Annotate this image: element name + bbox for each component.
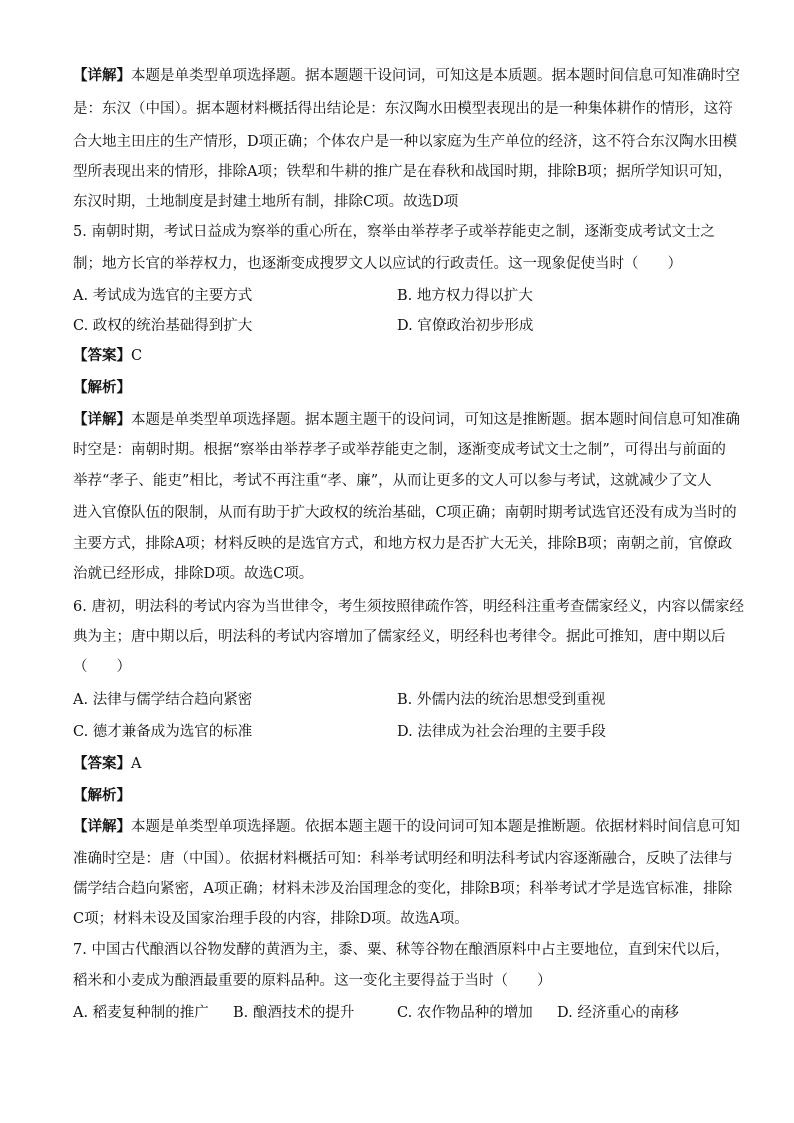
q6-option-c: C. 德才兼备成为选官的标准 [73,724,253,740]
explanation-line: 是：东汉（中国）。据本题材料概括得出结论是：东汉陶水田模型表现出的是一种集体耕作的情形，这符 [73,101,733,117]
q6-option-d: D. 法律成为社会治理的主要手段 [397,724,606,740]
question-6-stem: （ ） [73,659,131,675]
q5-analysis-heading: 【解析】 [73,379,131,396]
q5-option-b: B. 地方权力得以扩大 [397,288,533,304]
q5-option-c: C. 政权的统治基础得到扩大 [73,318,253,334]
q7-option-a: A. 稻麦复种制的推广 [73,1005,209,1021]
q5-option-d: D. 官僚政治初步形成 [397,318,534,334]
q6-detail-line: 准确时空是：唐（中国）。依据材料概括可知：科举考试明经和明法科考试内容逐渐融合，反映了法律与 [73,851,733,867]
question-6-stem: 6. 唐初，明法科的考试内容为当世律令，考生须按照律疏作答，明经科注重考查儒家经义，内容以儒家经 [73,599,744,615]
q6-detail-line: 【详解】本题是单类型单项选择题。依据本题主题干的设问词可知本题是推断题。依据材料时间信息可知 [73,818,740,835]
q5-detail-line: 治就已经形成，排除D项。故选C项。 [73,566,314,582]
question-6-stem: 典为主；唐中期以后，明法科的考试内容增加了儒家经义，明经科也考律令。据此可推知，唐中期以后 [73,629,726,645]
q7-option-d: D. 经济重心的南移 [557,1005,679,1021]
q5-detail-line: 举荐“孝子、能吏”相比，考试不再注重“孝、廉”，从而让更多的文人可以参与考试，这就减少了文人 [73,473,712,489]
explanation-line: 【详解】本题是单类型单项选择题。据本题题干设问词，可知这是本质题。据本题时间信息可知准确时空 [73,67,740,84]
q5-answer: 【答案】C [73,347,143,364]
q6-analysis-heading: 【解析】 [73,787,131,804]
q7-option-b: B. 酿酒技术的提升 [233,1005,355,1021]
q6-answer: 【答案】A [73,755,142,772]
question-7-stem: 7. 中国古代酿酒以谷物发酵的黄酒为主，黍、粟、秫等谷物在酿酒原料中占主要地位，直到宋代以后， [73,942,730,958]
explanation-line: 合大地主田庄的生产情形，D项正确；个体农户是一种以家庭为生产单位的经济，这不符合东汉陶水田模 [73,134,738,150]
question-7-stem: 稻米和小麦成为酿酒最重要的原料品种。这一变化主要得益于当时（ ） [73,973,552,989]
explanation-line: 东汉时期，土地制度是封建土地所有制，排除C项。故选D项 [73,194,459,210]
explanation-line: 型所表现出来的情形，排除A项；铁犁和牛耕的推广是在春秋和战国时期，排除B项；据所学知识可知， [73,164,733,180]
q6-option-a: A. 法律与儒学结合趋向紧密 [73,692,253,708]
question-5-stem: 制；地方长官的举荐权力，也逐渐变成搜罗文人以应试的行政责任。这一现象促使当时（ ） [73,256,682,272]
q5-option-a: A. 考试成为选官的主要方式 [73,288,253,304]
q6-detail-line: 儒学结合趋向紧密，A项正确；材料未涉及治国理念的变化，排除B项；科举考试才学是选官标准，排除 [73,881,733,897]
q5-detail-line: 进入官僚队伍的限制，从而有助于扩大政权的统治基础，C项正确；南朝时期考试选官还没有成为当时的 [73,505,737,521]
question-5-stem: 5. 南朝时期，考试日益成为察举的重心所在，察举由举荐孝子或举荐能吏之制，逐渐变成考试文士之 [73,224,715,240]
q7-option-c: C. 农作物品种的增加 [397,1005,533,1021]
q5-detail-line: 【详解】本题是单类型单项选择题。据本题主题干的设问词，可知这是推断题。据本题时间信息可知准确 [73,411,740,428]
q5-detail-line: 时空是：南朝时期。根据“察举由举荐孝子或举荐能吏之制，逐渐变成考试文士之制”，可得出与前面的 [73,442,726,458]
q5-detail-line: 主要方式，排除A项；材料反映的是选官方式，和地方权力是否扩大无关，排除B项；南朝之前，官僚政 [73,536,733,552]
detail-tag: 【详解】 [73,67,131,84]
q6-option-b: B. 外儒内法的统治思想受到重视 [397,692,606,708]
q6-detail-line: C项；材料未设及国家治理手段的内容，排除D项。故选A项。 [73,911,469,927]
